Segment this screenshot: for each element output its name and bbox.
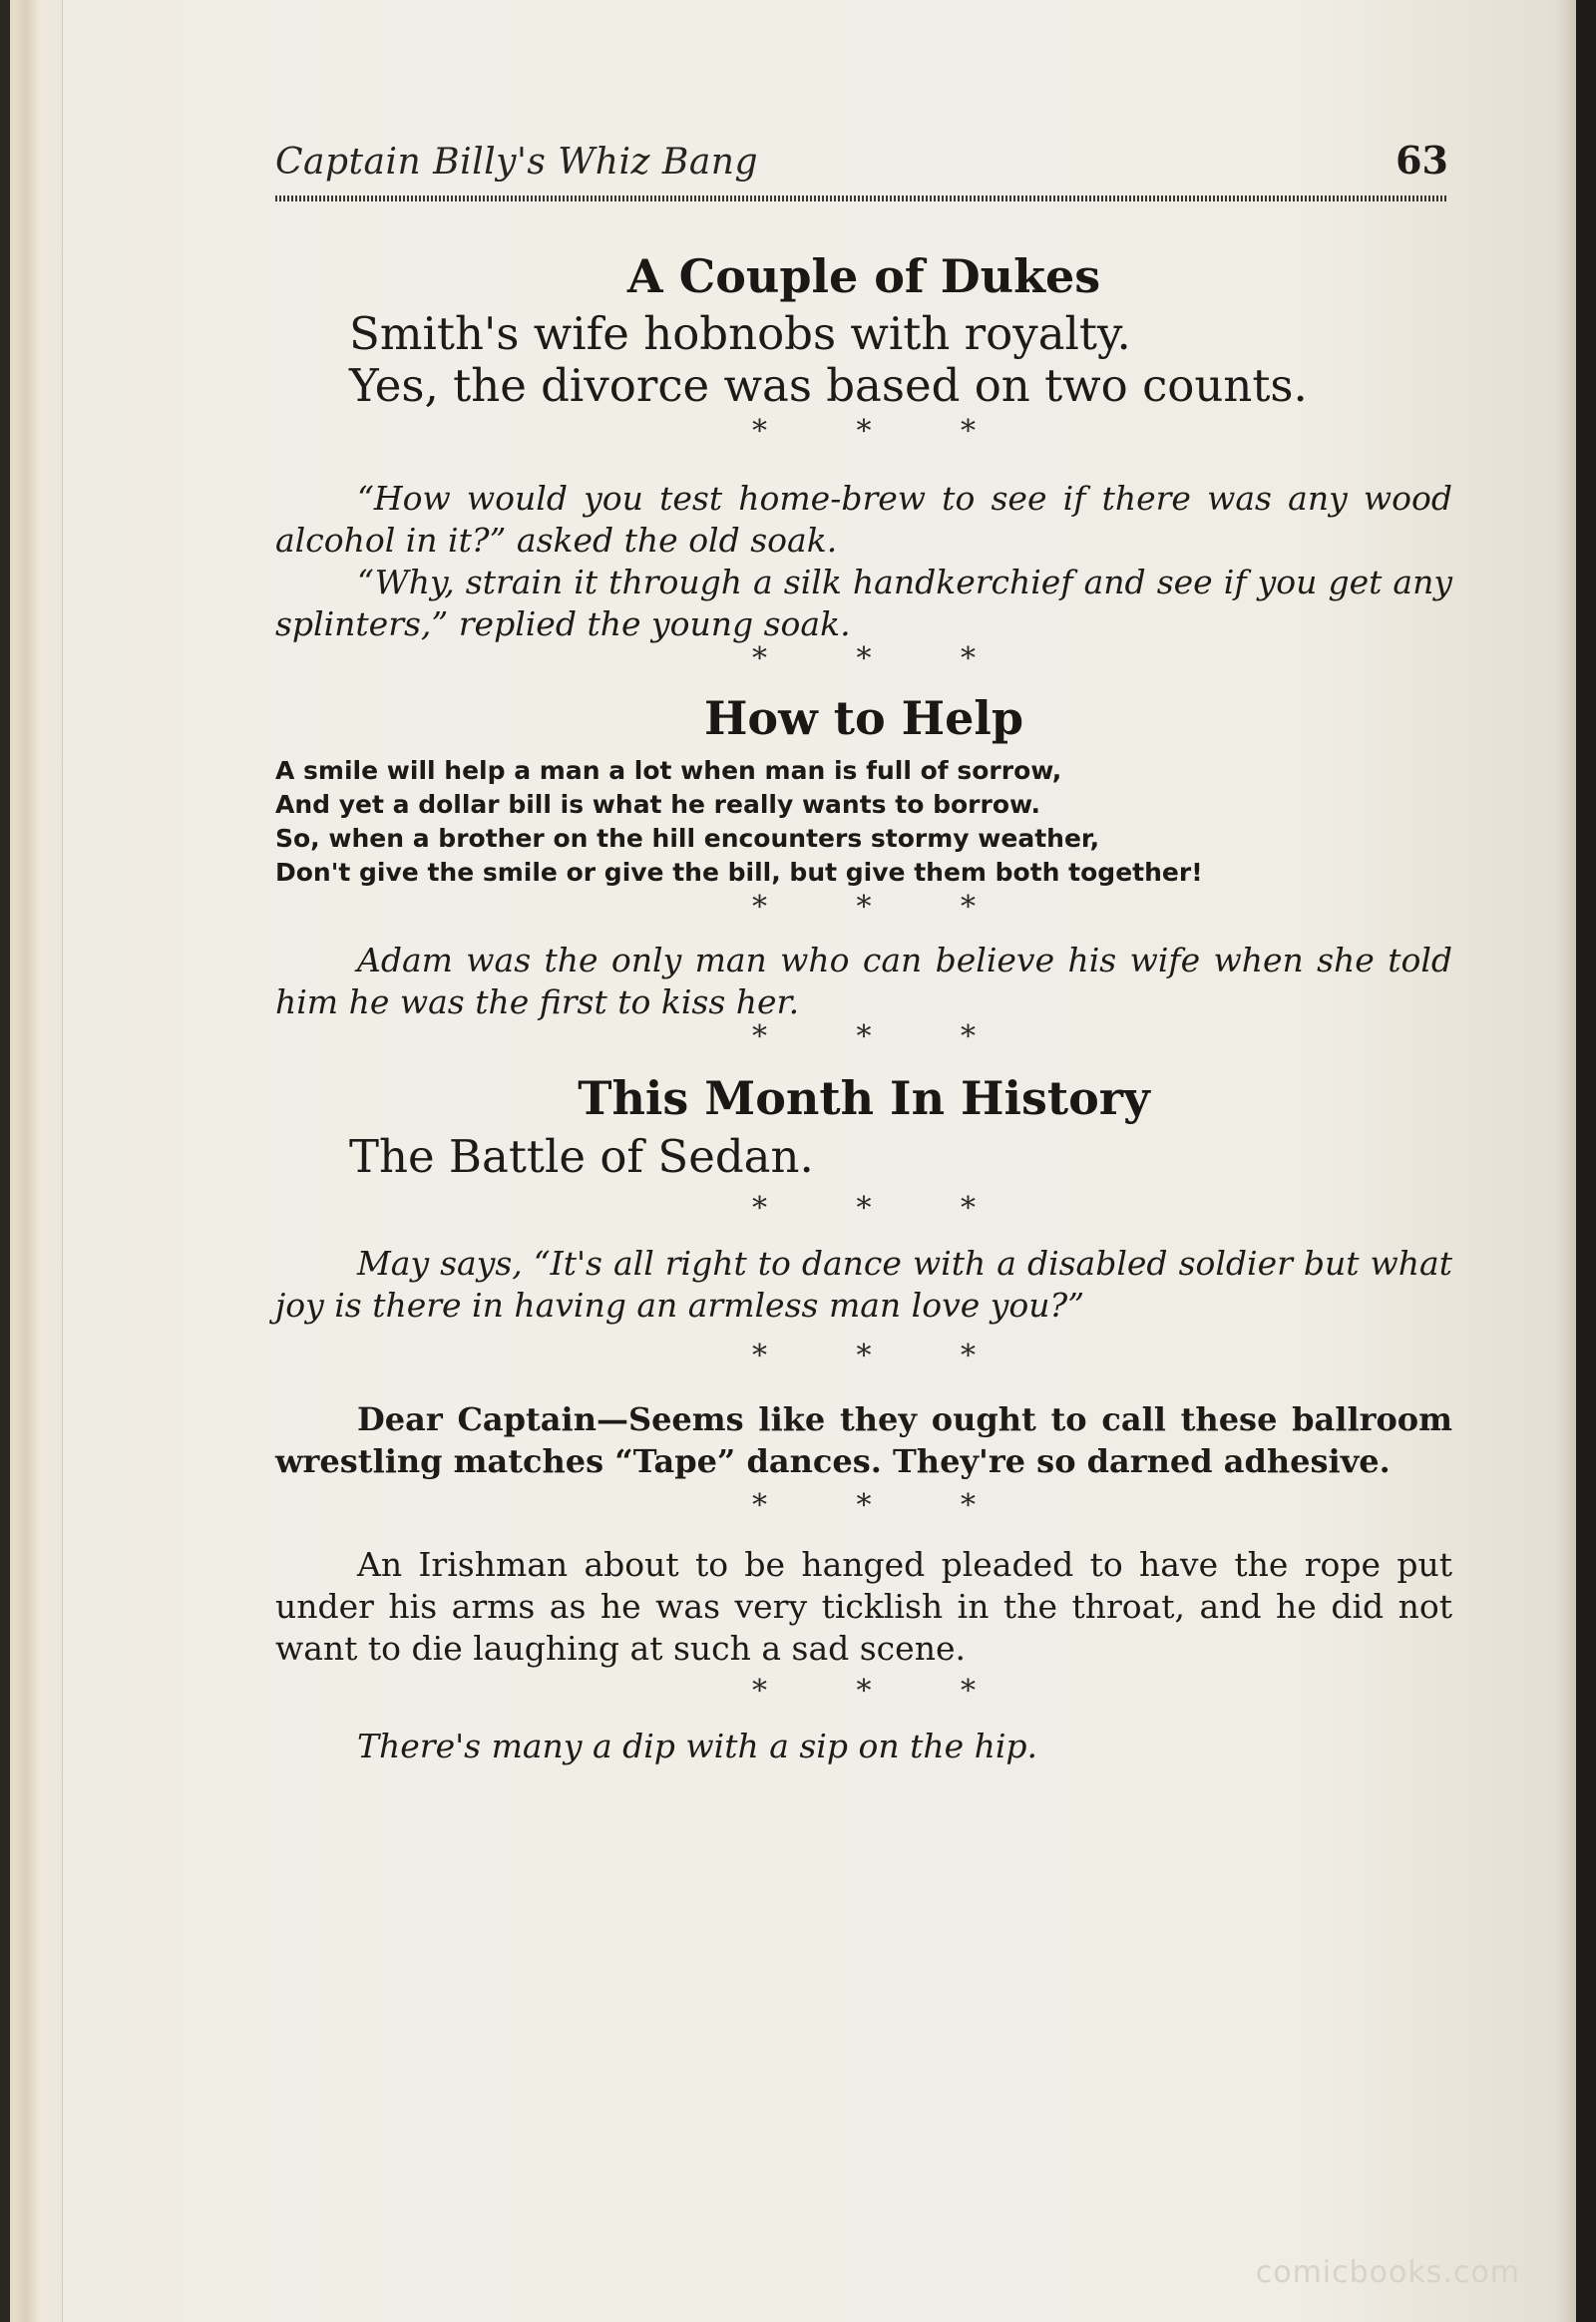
separator-stars: * * * [751,641,1016,677]
separator-stars: * * * [751,414,1016,450]
separator-stars: * * * [751,1673,1016,1709]
verse-line: And yet a dollar bill is what he really wants to borrow. [275,790,1040,820]
help-verse [275,754,1452,890]
homebrew-question: “How would you test home-brew to see if there was any wood alcohol in it?” asked the old soak. [275,479,1452,561]
separator-stars: * * * [751,1487,1016,1523]
watermark: comicbooks.com [1255,2255,1520,2290]
homebrew-answer: “Why, strain it through a silk handkerchief and see if you get any splinters,” replied the young soak. [275,563,1452,644]
heading-couple-of-dukes: A Couple of Dukes [626,249,1101,303]
irishman-joke: An Irishman about to be hanged pleaded to have the rope put under his arms as he was very ticklish in the throat, and he did not want to die laughing at such a sad scene. [275,1544,1452,1668]
verse-line: A smile will help a man a lot when man is full of sorrow, [275,756,1062,786]
dukes-line-1: Smith's wife hobnobs with royalty. [349,307,1131,361]
separator-stars: * * * [751,890,1016,926]
separator-stars: * * * [751,1190,1016,1226]
verse-line: So, when a brother on the hill encounters stormy weather, [275,824,1100,854]
dear-captain-letter: Dear Captain—Seems like they ought to call these ballroom wrestling matches “Tape” dances. They're so darned adhesive. [275,1399,1452,1480]
binding-edge [0,0,10,2322]
header-rule [275,195,1448,201]
page-content [275,239,1452,1767]
heading-this-month-in-history: This Month In History [578,1071,1150,1126]
verse-line: Don't give the smile or give the bill, but give them both together! [275,858,1203,888]
separator-stars: * * * [751,1338,1016,1373]
may-joke: May says, “It's all right to dance with a disabled soldier but what joy is there in having an armless man love you?” [275,1243,1452,1325]
separator-stars: * * * [751,1019,1016,1055]
adam-joke: Adam was the only man who can believe his wife when she told him he was the first to kiss her. [275,941,1452,1022]
running-title: Captain Billy's Whiz Bang [275,142,759,183]
history-line: The Battle of Sedan. [349,1129,814,1183]
dukes-line-2: Yes, the divorce was based on two counts. [349,359,1308,413]
page-number: 63 [1396,138,1448,183]
running-head [275,138,1448,201]
dip-joke: There's many a dip with a sip on the hip. [357,1726,1038,1765]
heading-how-to-help: How to Help [703,691,1024,746]
